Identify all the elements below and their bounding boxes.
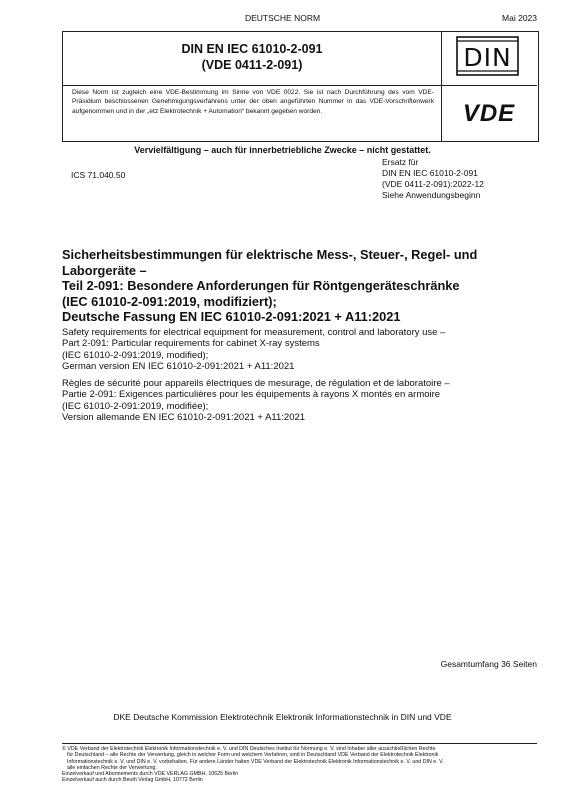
title-english-line: Part 2-091: Particular requirements for cabinet X-ray systems xyxy=(62,338,320,350)
title-german-line: Deutsche Fassung EN IEC 61010-2-091:2021 + A11:2021 xyxy=(62,309,401,325)
din-logo-icon xyxy=(456,36,519,76)
title-french xyxy=(62,378,542,423)
svg-text:VDE: VDE xyxy=(462,100,516,127)
title-german xyxy=(62,247,542,325)
reproduction-notice: Vervielfältigung – auch für innerbetriebliche Zwecke – nicht gestattet. xyxy=(134,145,431,155)
title-german-line: Laborgeräte – xyxy=(62,262,147,278)
title-french-line: Règles de sécurité pour appareils électriques de mesurage, de régulation et de laboratoire – xyxy=(62,378,450,389)
copyright-footer xyxy=(62,746,537,784)
title-german-line: Sicherheitsbestimmungen für elektrische Mess-, Steuer-, Regel- und xyxy=(62,247,478,262)
title-french-line: Version allemande EN IEC 61010-2-091:2021 + A11:2021 xyxy=(62,411,306,423)
replacement-line: DIN EN IEC 61010-2-091 xyxy=(382,168,478,178)
footer-line: © VDE Verband der Elektrotechnik Elektronik Informationstechnik e. V. und DIN Deutsches Institut für Normung e. V. sind Inhaber aller ausschließlichen Rechte xyxy=(62,746,436,752)
replacement-info xyxy=(382,157,484,201)
footer-line: Einzelverkauf auch durch Beuth Verlag GmbH, 10772 Berlin xyxy=(62,777,203,784)
svg-text:DIN: DIN xyxy=(463,43,512,72)
total-pages: Gesamtumfang 36 Seiten xyxy=(440,659,537,669)
title-english-line: Safety requirements for electrical equipment for measurement, control and laboratory use – xyxy=(62,327,446,338)
norm-type-label: DEUTSCHE NORM xyxy=(244,13,321,23)
footer-line: Informationstechnik e. V. und DIN e. V. vorbehalten. Für andere Länder halten VDE Verband der Elektrotechnik Elektronik Informationstechnik e. V. und DIN e. V. xyxy=(67,758,444,765)
vde-number: (VDE 0411-2-091) xyxy=(201,58,303,72)
title-english xyxy=(62,327,542,372)
footer-divider xyxy=(62,743,537,744)
vde-logo-icon xyxy=(449,97,529,127)
standard-number: DIN EN IEC 61010-2-091 xyxy=(181,42,323,56)
replacement-line: Ersatz für xyxy=(382,157,419,167)
ics-code: ICS 71.040.50 xyxy=(71,170,126,180)
header-box-divider-horizontal xyxy=(63,85,537,86)
title-english-line: (IEC 61010-2-091:2019, modified); xyxy=(62,349,209,361)
title-french-line: (IEC 61010-2-091:2019, modifiée); xyxy=(62,400,209,412)
footer-line: Einzelverkauf und Abonnements durch VDE VERLAG GMBH, 10625 Berlin xyxy=(62,771,239,778)
replacement-line: (VDE 0411-2-091):2022-12 xyxy=(382,179,484,189)
vde-notice: Diese Norm ist zugleich eine VDE-Bestimmung im Sinne von VDE 0022. Sie ist nach Durchführung des vom VDE-Präsidium beschlossenen Genehmigungsverfahrens unter der oben angeführten Nummer in das VDE-Vorschriftenwerk aufgenommen und in der „etz Elektrotechnik + Automation“ bekannt gegeben worden. xyxy=(72,89,434,115)
dke-line: DKE Deutsche Kommission Elektrotechnik Elektronik Informationstechnik in DIN und VDE xyxy=(113,712,452,722)
footer-line: alle einfachen Rechte der Verwertung. xyxy=(67,764,157,771)
title-english-line: German version EN IEC 61010-2-091:2021 + A11:2021 xyxy=(62,360,295,372)
header-box-divider-vertical xyxy=(441,31,442,141)
standard-designation xyxy=(63,41,441,73)
title-german-line: (IEC 61010-2-091:2019, modifiziert); xyxy=(62,293,277,309)
footer-line: für Deutschland – alle Rechte der Verwertung, gleich in welcher Form und welchem Verfahren, sind in Deutschland VDE Verband der Elektrotechnik Elektronik xyxy=(67,752,439,759)
replacement-line: Siehe Anwendungsbeginn xyxy=(382,190,481,200)
title-german-line: Teil 2-091: Besondere Anforderungen für Röntgengeräteschränke xyxy=(62,278,460,294)
issue-date: Mai 2023 xyxy=(502,13,537,23)
title-french-line: Partie 2-091: Exigences particulières pour les équipements à rayons X montés en armoire xyxy=(62,389,441,401)
